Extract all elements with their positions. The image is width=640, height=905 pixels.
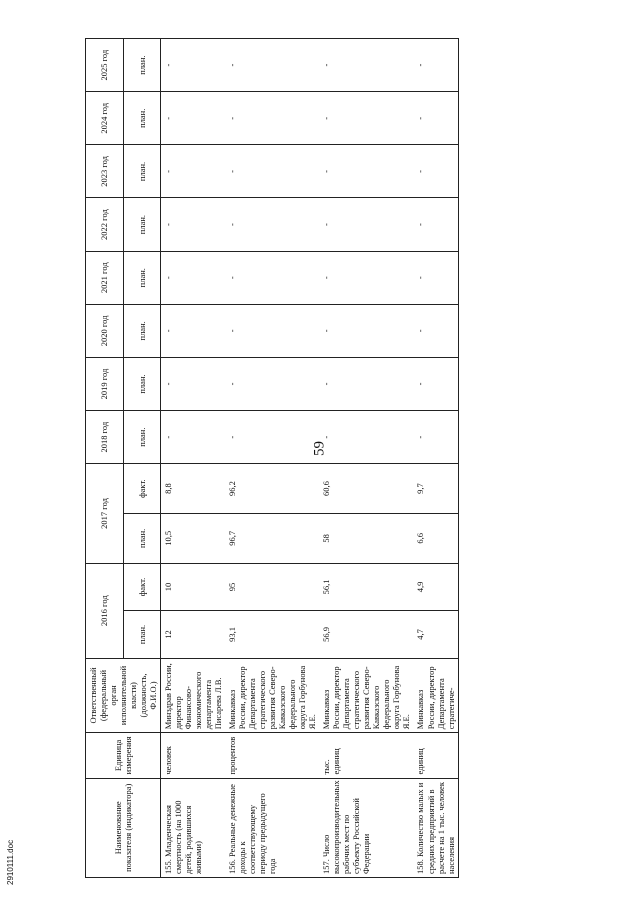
responsible-cell: Минкавказ России, директор Департамента стратегического развития Северо-Кавказского федерального округа Горбунова Я.Е. — [319, 658, 413, 733]
header-2020: 2020 год — [86, 304, 124, 357]
header-2021: 2021 год — [86, 251, 124, 304]
fact-2016: 4,9 — [413, 563, 458, 611]
plan-2023: - — [225, 145, 319, 198]
fact-2016: 10 — [161, 563, 226, 611]
plan-2020: - — [225, 304, 319, 357]
unit-cell: тыс. единиц — [319, 733, 413, 778]
subheader-plan: план. — [123, 513, 161, 563]
unit-cell: человек — [161, 733, 226, 778]
row-number: 155. — [163, 859, 174, 874]
header-2019: 2019 год — [86, 357, 124, 410]
plan-2025: - — [319, 39, 413, 92]
fact-2017: 8,8 — [161, 464, 226, 514]
plan-2022: - — [161, 198, 226, 251]
indicator-table-sheet — [85, 38, 640, 878]
plan-2020: - — [161, 304, 226, 357]
subheader-plan: план. — [123, 251, 161, 304]
responsible-cell: Минздрав России, директор Финансово-экономического департамента Писарева Л.В. — [161, 658, 226, 733]
plan-2016: 56,9 — [319, 611, 413, 658]
plan-2018: - — [161, 411, 226, 464]
table-row — [161, 39, 226, 878]
plan-2024: - — [319, 92, 413, 145]
header-name: Наименование показателя (индикатора) — [86, 778, 161, 877]
plan-2017: 10,5 — [161, 513, 226, 563]
plan-2023: - — [413, 145, 458, 198]
header-unit: Единица измерения — [86, 733, 161, 778]
header-2018: 2018 год — [86, 411, 124, 464]
plan-2017: 6,6 — [413, 513, 458, 563]
plan-2023: - — [161, 145, 226, 198]
indicator-title: Младенческая смертность (на 1000 детей, родившихся живыми) — [163, 800, 204, 874]
document-footer: 2910111.doc — [6, 839, 15, 885]
subheader-plan: план. — [123, 39, 161, 92]
plan-2016: 4,7 — [413, 611, 458, 658]
fact-2016: 56,1 — [319, 563, 413, 611]
plan-2019: - — [319, 357, 413, 410]
plan-2025: - — [413, 39, 458, 92]
plan-2016: 12 — [161, 611, 226, 658]
plan-2017: 96,7 — [225, 513, 319, 563]
row-number: 156. — [227, 859, 238, 874]
indicator-title: Число высокопроизводительных рабочих мест по субъекту Российской Федерации — [321, 780, 372, 874]
plan-2024: - — [225, 92, 319, 145]
subheader-plan: план. — [123, 357, 161, 410]
header-2016: 2016 год — [86, 563, 124, 658]
unit-cell: процентов — [225, 733, 319, 778]
plan-2019: - — [161, 357, 226, 410]
responsible-cell: Минкавказ России, директор Департамента стратегиче- — [413, 658, 458, 733]
table-row — [225, 39, 319, 878]
indicator-title: Количество малых и средних предприятий в расчете на 1 тыс. человек населения — [415, 782, 456, 874]
header-2017: 2017 год — [86, 464, 124, 564]
subheader-plan: план. — [123, 198, 161, 251]
table-row — [413, 39, 458, 878]
subheader-plan: план. — [123, 145, 161, 198]
plan-2018: - — [413, 411, 458, 464]
plan-2018: - — [319, 411, 413, 464]
plan-2021: - — [413, 251, 458, 304]
plan-2021: - — [319, 251, 413, 304]
unit-cell: единиц — [413, 733, 458, 778]
responsible-cell: Минкавказ России, директор Департамента стратегического развития Северо-Кавказского федерального округа Горбунова Я.Е. — [225, 658, 319, 733]
plan-2023: - — [319, 145, 413, 198]
indicator-name — [413, 778, 458, 877]
page-number: 59 — [311, 441, 328, 456]
row-number: 158. — [415, 859, 426, 874]
subheader-fact: факт. — [123, 464, 161, 514]
header-2025: 2025 год — [86, 39, 124, 92]
plan-2022: - — [413, 198, 458, 251]
subheader-plan: план. — [123, 611, 161, 658]
fact-2017: 96,2 — [225, 464, 319, 514]
header-2022: 2022 год — [86, 198, 124, 251]
header-2024: 2024 год — [86, 92, 124, 145]
table-row — [319, 39, 413, 878]
indicator-title: Реальные денежные доходы к соответствующему периоду предыдущего года — [227, 784, 278, 874]
fact-2016: 95 — [225, 563, 319, 611]
plan-2022: - — [225, 198, 319, 251]
header-responsible: Ответственный (федеральный орган исполнительной власти) (должность, Ф.И.О.) — [86, 658, 161, 733]
subheader-fact: факт. — [123, 563, 161, 611]
subheader-plan: план. — [123, 304, 161, 357]
plan-2025: - — [225, 39, 319, 92]
indicator-name — [319, 778, 413, 877]
fact-2017: 60,6 — [319, 464, 413, 514]
plan-2020: - — [319, 304, 413, 357]
plan-2024: - — [413, 92, 458, 145]
plan-2022: - — [319, 198, 413, 251]
plan-2018: - — [225, 411, 319, 464]
plan-2020: - — [413, 304, 458, 357]
plan-2016: 93,1 — [225, 611, 319, 658]
plan-2019: - — [225, 357, 319, 410]
subheader-plan: план. — [123, 92, 161, 145]
row-number: 157. — [321, 859, 332, 874]
subheader-plan: план. — [123, 411, 161, 464]
indicator-name — [225, 778, 319, 877]
plan-2019: - — [413, 357, 458, 410]
plan-2025: - — [161, 39, 226, 92]
plan-2021: - — [161, 251, 226, 304]
indicator-table — [85, 38, 459, 878]
plan-2017: 58 — [319, 513, 413, 563]
plan-2024: - — [161, 92, 226, 145]
indicator-name — [161, 778, 226, 877]
fact-2017: 9,7 — [413, 464, 458, 514]
header-2023: 2023 год — [86, 145, 124, 198]
plan-2021: - — [225, 251, 319, 304]
